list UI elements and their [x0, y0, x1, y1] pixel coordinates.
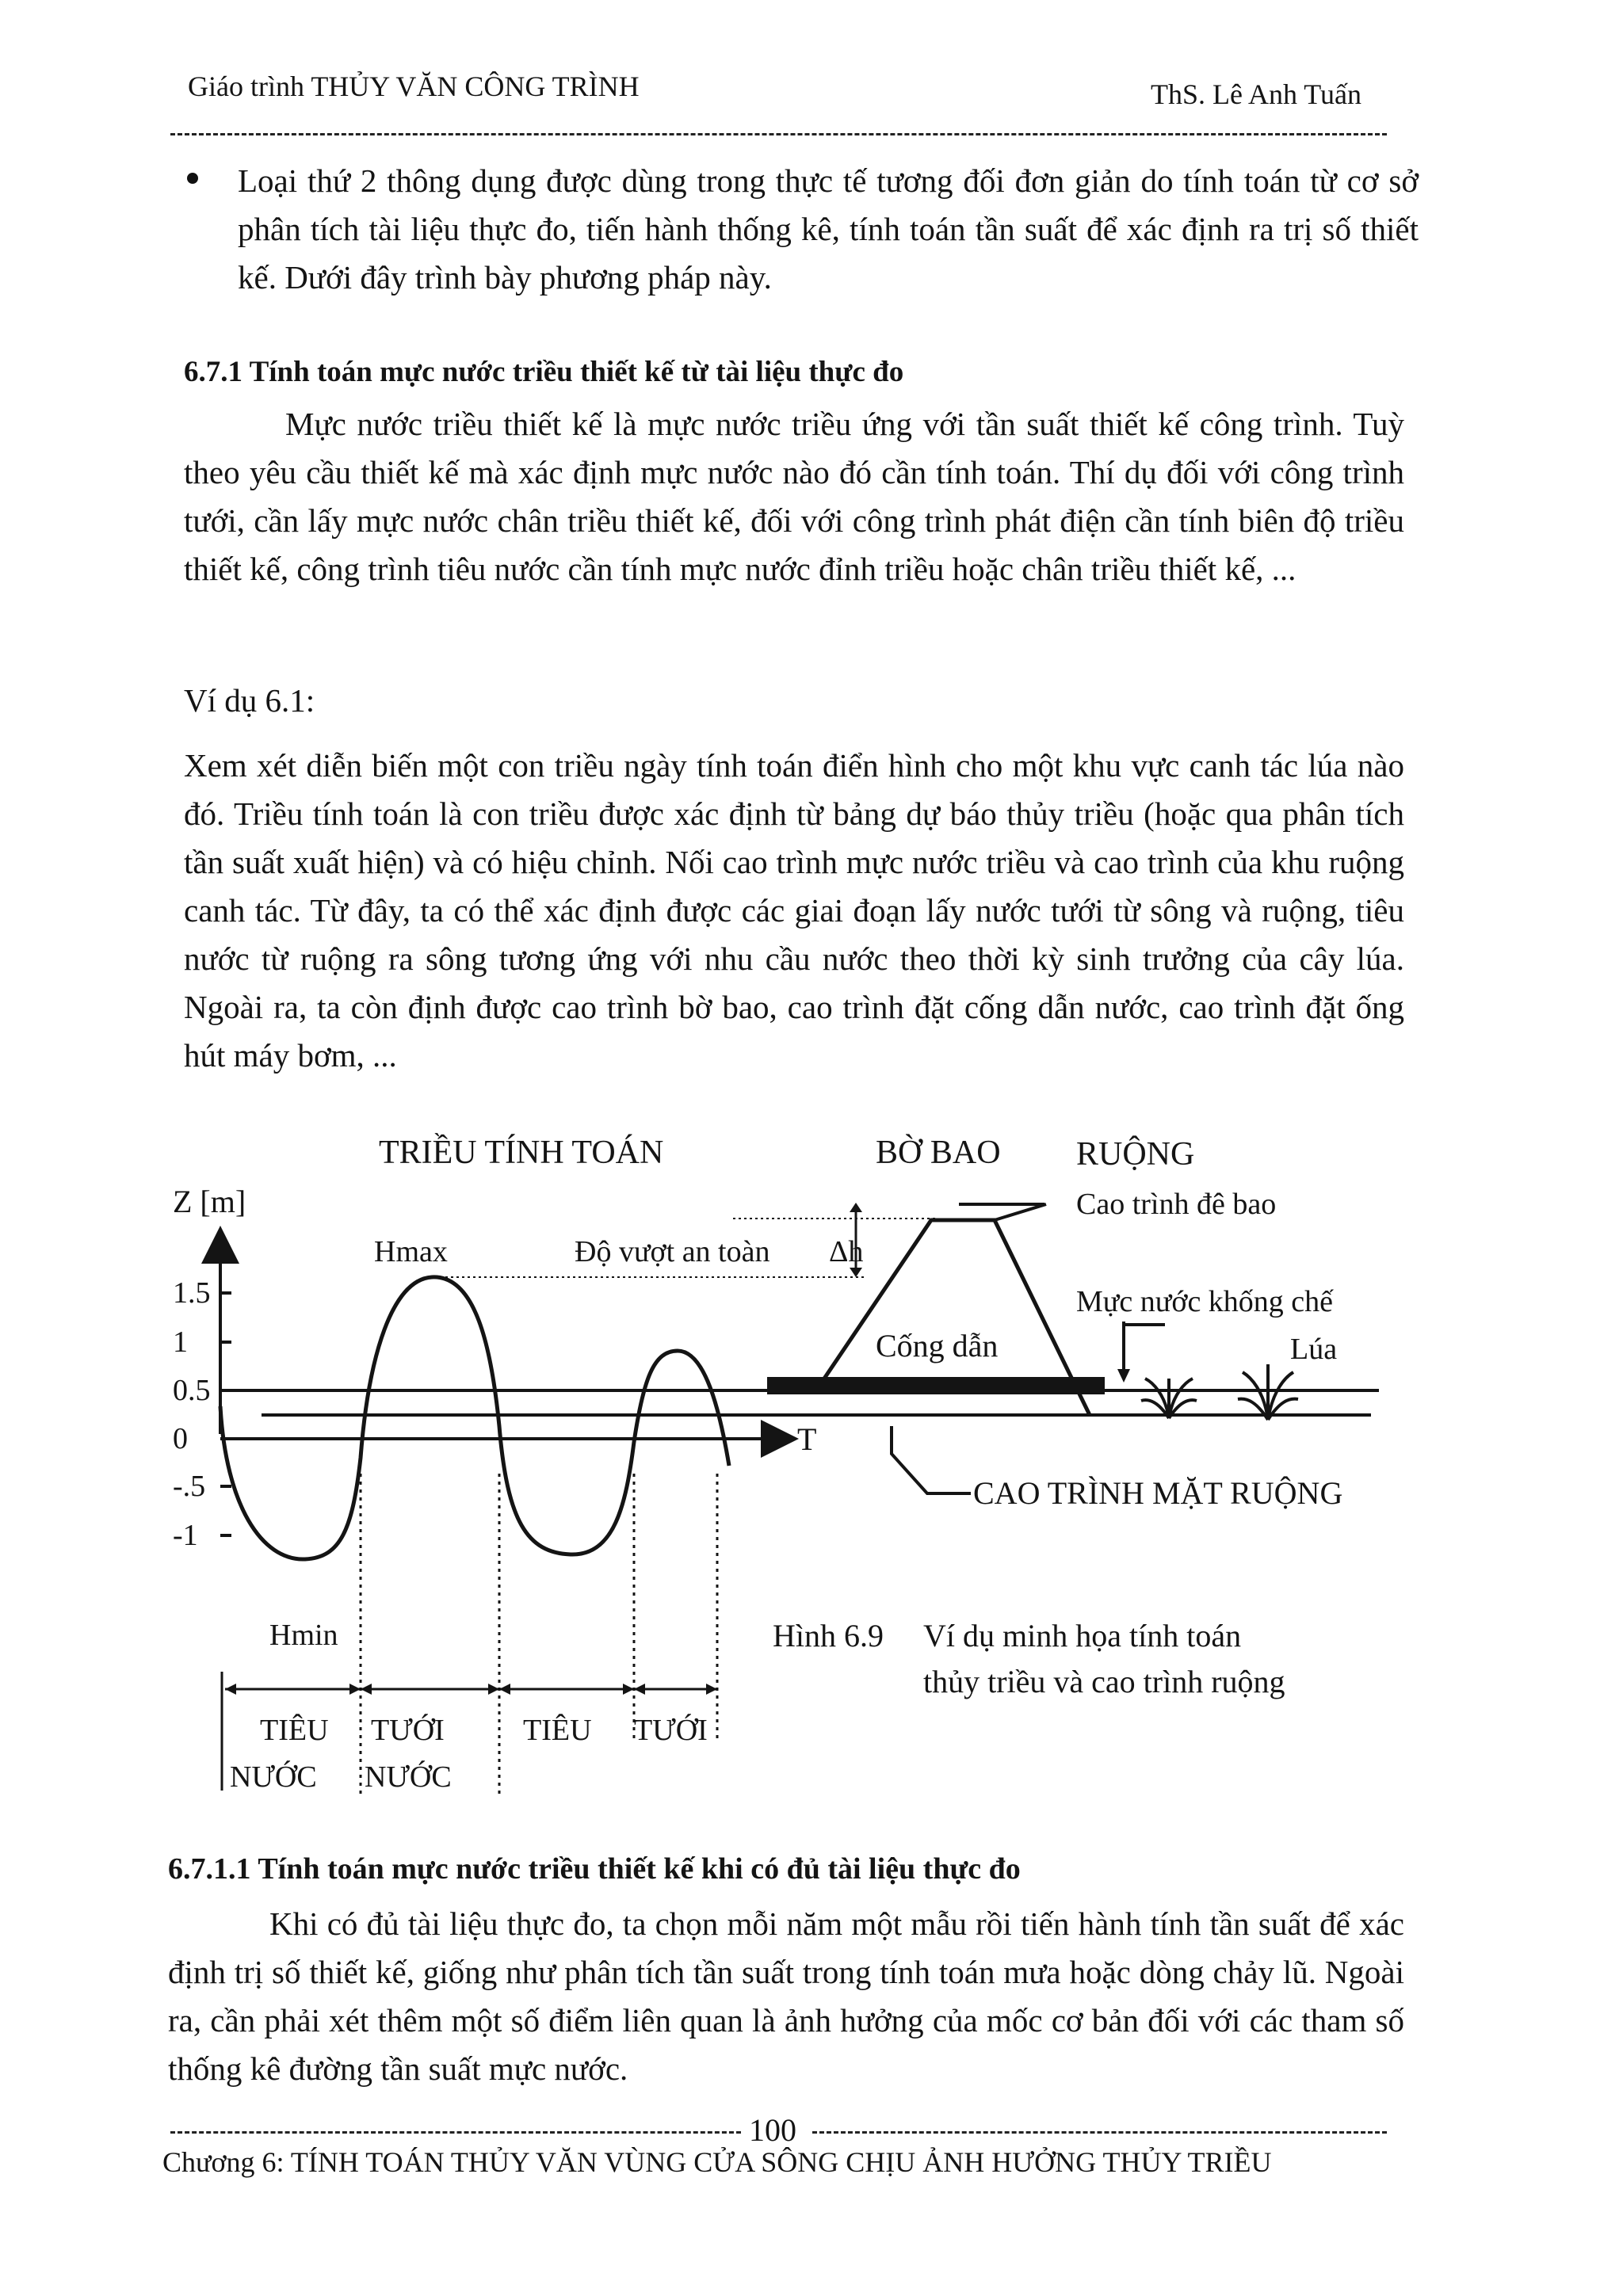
field-level-label: CAO TRÌNH MẶT RUỘNG	[973, 1475, 1343, 1511]
culvert-label: Cống dẫn	[876, 1328, 999, 1363]
period-drain-label-2: NƯỚC	[230, 1760, 317, 1794]
running-header-title: Giáo trình THỦY VĂN CÔNG TRÌNH	[188, 71, 640, 102]
hmax-label: Hmax	[374, 1235, 448, 1268]
field-level-leader	[892, 1426, 971, 1493]
period-irrigate-label: TƯỚI	[371, 1714, 445, 1747]
example-paragraph: Xem xét diễn biến một con triều ngày tính toán điển hình cho một khu vực canh tác lúa nào đó. Triều tính toán là con triều được xác định từ bảng dự báo thủy triều (hoặc qua phân tích tần suất xuất hiện) và có hiệu chỉnh. Nối cao trình mực nước triều và cao trình của khu ruộng canh tác. Từ đây, ta có thể xác định được các giai đoạn lấy nước tưới từ sông và ruộng, tiêu nước từ ruộng ra sông tương ứng với nhu cầu nước theo thời kỳ sinh trưởng của cây lúa. Ngoài ra, ta còn định được cao trình bờ bao, cao trình đặt cống dẫn nước, cao trình đặt ống hút máy bơm, ...	[184, 747, 1404, 1074]
delta-h-label: Δh	[829, 1235, 864, 1268]
title-levee: BỜ BAO	[876, 1135, 1001, 1171]
y-axis-label: Z [m]	[173, 1184, 246, 1219]
page-number: 100	[749, 2112, 796, 2148]
bullet-paragraph: Loại thứ 2 thông dụng được dùng trong thực tế tương đối đơn giản do tính toán từ cơ sở phân tích tài liệu thực đo, tiến hành thống kê, tính toán tần suất để xác định ra trị số thiết kế. Dưới đây trình bày phương pháp này.	[238, 162, 1419, 296]
levee-crest-leader	[995, 1204, 1046, 1220]
section-6-7-1-paragraph: Mực nước triều thiết kế là mực nước triều ứng với tần suất thiết kế công trình. Tuỳ theo yêu cầu thiết kế mà xác định mực nước nào đó cần tính toán. Thí dụ đối với công trình tưới, cần lấy mực nước chân triều thiết kế, đối với công trình phát điện cần tính biên độ triều thiết kế, công trình tiêu nước cần tính mực nước đỉnh triều hoặc chân triều thiết kế, ...	[184, 406, 1404, 587]
period-drain-label: TIÊU	[260, 1714, 329, 1747]
figure-caption-line-2: thủy triều và cao trình ruộng	[923, 1664, 1285, 1699]
culvert-pipe	[767, 1377, 1105, 1394]
period-irrigate-label-4: TƯỚI	[634, 1714, 708, 1747]
control-level-label: Mực nước khống chế	[1076, 1285, 1334, 1318]
y-tick-minus-0-5: -.5	[173, 1470, 206, 1503]
y-tick-1-5: 1.5	[173, 1276, 211, 1310]
tide-curve	[220, 1277, 729, 1559]
y-tick-1: 1	[173, 1325, 188, 1359]
footer-divider-left	[170, 2131, 741, 2134]
figure-caption-label: Hình 6.9	[773, 1618, 884, 1653]
y-tick-0-5: 0.5	[173, 1374, 211, 1407]
rice-label: Lúa	[1290, 1333, 1338, 1366]
example-title: Ví dụ 6.1:	[184, 682, 315, 719]
figure-caption-line-1: Ví dụ minh họa tính toán	[923, 1618, 1242, 1653]
period-irrigate-label-2: NƯỚC	[365, 1760, 452, 1794]
title-tide: TRIỀU TÍNH TOÁN	[379, 1135, 664, 1171]
chapter-footer: Chương 6: TÍNH TOÁN THỦY VĂN VÙNG CỬA SÔNG CHỊU ẢNH HƯỞNG THỦY TRIỀU	[162, 2146, 1272, 2178]
rice-plant-icon	[1141, 1379, 1197, 1418]
y-tick-minus-1: -1	[173, 1519, 198, 1552]
hmin-label: Hmin	[269, 1619, 338, 1652]
title-field: RUỘNG	[1076, 1136, 1195, 1173]
period-drain-label-3: TIÊU	[523, 1714, 592, 1747]
section-heading-6-7-1: 6.7.1 Tính toán mực nước triều thiết kế từ tài liệu thực đo	[184, 356, 904, 388]
section-heading-6-7-1-1: 6.7.1.1 Tính toán mực nước triều thiết kế khi có đủ tài liệu thực đo	[168, 1852, 1021, 1886]
running-header-author: ThS. Lê Anh Tuấn	[1150, 78, 1361, 110]
safety-margin-label: Độ vượt an toàn	[575, 1235, 770, 1268]
section-6-7-1-1-paragraph: Khi có đủ tài liệu thực đo, ta chọn mỗi năm một mẫu rồi tiến hành tính tần suất để xác định trị số thiết kế, giống như phân tích tần suất trong tính toán mưa hoặc dòng chảy lũ. Ngoài ra, cần phải xét thêm một số điểm liên quan là ảnh hưởng của mốc cơ bản đối với các tham số thống kê đường tần suất mực nước.	[168, 1905, 1404, 2087]
levee-crest-label: Cao trình đê bao	[1076, 1188, 1277, 1221]
y-tick-0: 0	[173, 1422, 188, 1455]
x-axis-label: T	[797, 1421, 817, 1457]
footer-divider-right	[812, 2131, 1387, 2134]
